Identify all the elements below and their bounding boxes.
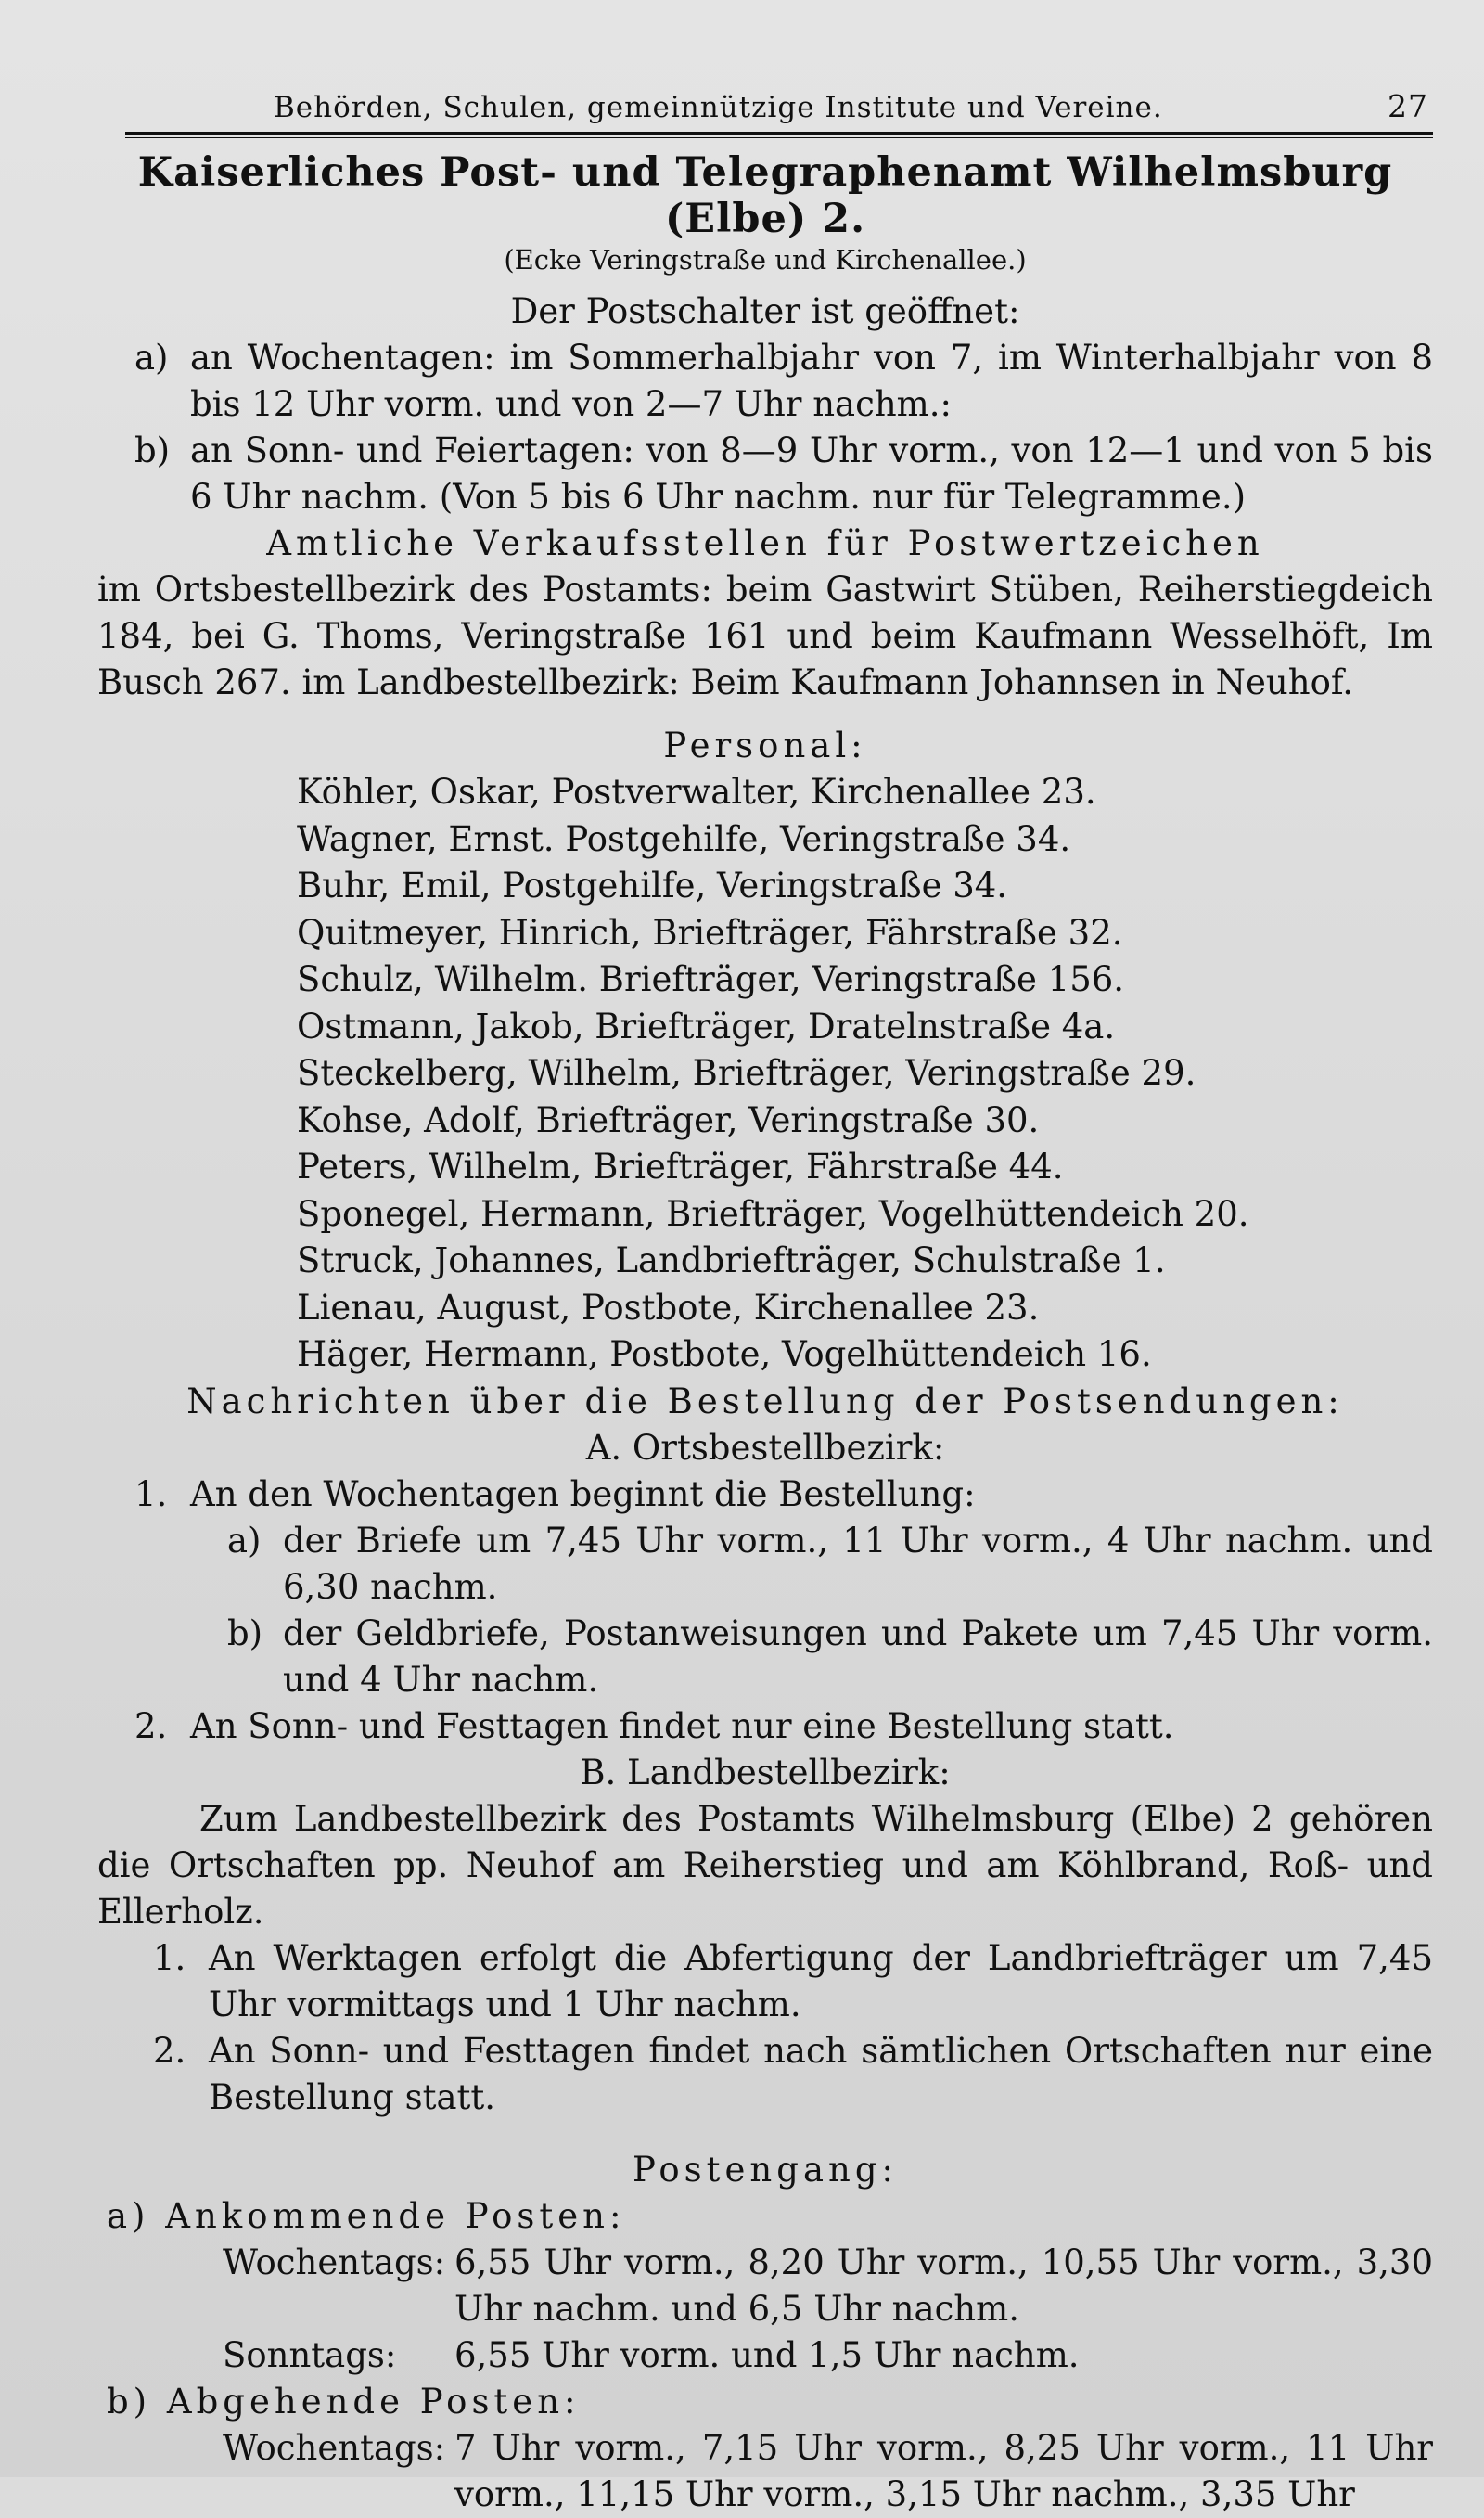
local-delivery-heading: A. Ortsbestellbezirk:	[585, 1427, 945, 1468]
rural-delivery-intro: Zum Landbestellbezirk des Postamts Wilhelmsburg (Elbe) 2 gehören die Ortschaften pp. Neuhof am Reiherstieg und am Köhlbrand, Roß- und Ellerholz.	[97, 1798, 1433, 1932]
staff-entry: Buhr, Emil, Postgehilfe, Veringstraße 34.	[297, 866, 1008, 906]
staff-entry: Struck, Johannes, Landbriefträger, Schulstraße 1.	[297, 1240, 1166, 1280]
incoming-weekdays	[223, 2240, 1433, 2332]
staff-heading: Personal:	[663, 726, 867, 765]
staff-entry: Sponegel, Hermann, Briefträger, Vogelhüttendeich 20.	[297, 1193, 1249, 1234]
local-delivery-item	[134, 1471, 1433, 1518]
list-marker: a)	[134, 338, 169, 378]
staff-entry: Schulz, Wilhelm. Briefträger, Veringstraße 156.	[297, 959, 1125, 999]
sales-text: im Ortsbestellbezirk des Postamts: beim Gastwirt Stüben, Reiherstiegdeich 184, bei G. Thoms, Veringstraße 161 und beim Kaufmann Wesselhöft, Im Busch 267. im Landbestellbezirk: Beim Kaufmann Johannsen in Neuhof.	[97, 570, 1433, 702]
schedule-day-label: Sonntags:	[223, 2334, 397, 2375]
schedule-day-label: Wochentags:	[223, 2427, 446, 2468]
page-number: 27	[1388, 88, 1428, 124]
rural-delivery-item	[153, 2028, 1433, 2121]
rural-delivery-item	[153, 1935, 1433, 2028]
staff-entry: Kohse, Adolf, Briefträger, Veringstraße 30.	[297, 1099, 1040, 1140]
office-title: Kaiserliches Post- und Telegraphenamt Wilhelmsburg (Elbe) 2.	[137, 149, 1393, 242]
list-text: An Sonn- und Festtagen findet nach sämtlichen Ortschaften nur eine Bestellung statt.	[209, 2030, 1433, 2117]
staff-entry: Quitmeyer, Hinrich, Briefträger, Fährstraße 32.	[297, 912, 1123, 953]
list-marker: 1.	[134, 1473, 168, 1514]
list-text: der Geldbriefe, Postanweisungen und Pakete um 7,45 Uhr vorm. und 4 Uhr nachm.	[283, 1612, 1433, 1700]
list-marker: b)	[227, 1612, 263, 1653]
local-delivery-subitem	[227, 1611, 1433, 1703]
local-delivery-subitem	[227, 1518, 1433, 1611]
staff-list	[297, 769, 1433, 1379]
running-title: Behörden, Schulen, gemeinnützige Institute und Vereine.	[274, 91, 1163, 124]
list-marker: 1.	[153, 1937, 186, 1978]
staff-entry: Köhler, Oskar, Postverwalter, Kirchenallee 23.	[297, 772, 1096, 812]
schedule-day-label: Wochentags:	[223, 2242, 446, 2282]
staff-entry: Wagner, Ernst. Postgehilfe, Veringstraße 34.	[297, 818, 1071, 859]
local-delivery-item	[134, 1703, 1433, 1750]
schedule-times: 6,55 Uhr vorm., 8,20 Uhr vorm., 10,55 Uhr vorm., 3,30 Uhr nachm. und 6,5 Uhr nachm.	[454, 2242, 1433, 2329]
rural-delivery-heading: B. Landbestellbezirk:	[580, 1752, 951, 1792]
incoming-mail-label: a) Ankommende Posten:	[107, 2195, 626, 2236]
list-marker: a)	[227, 1520, 262, 1561]
list-marker: 2.	[134, 1705, 168, 1746]
outgoing-mail-label: b) Abgehende Posten:	[107, 2381, 581, 2422]
list-marker: b)	[134, 430, 171, 470]
hours-intro: Der Postschalter ist geöffnet:	[510, 291, 1020, 331]
schedule-times: 7 Uhr vorm., 7,15 Uhr vorm., 8,25 Uhr vorm., 11 Uhr vorm., 11,15 Uhr vorm., 3,15 Uhr nachm., 3,35 Uhr	[454, 2427, 1433, 2514]
outgoing-weekdays	[223, 2425, 1433, 2518]
list-text: an Wochentagen: im Sommerhalbjahr von 7, im Winterhalbjahr von 8 bis 12 Uhr vorm. und von 2—7 Uhr nachm.:	[190, 338, 1433, 424]
staff-entry: Peters, Wilhelm, Briefträger, Fährstraße 44.	[297, 1147, 1064, 1187]
incoming-sundays	[223, 2332, 1433, 2379]
hours-item	[134, 428, 1433, 520]
staff-entry: Steckelberg, Wilhelm, Briefträger, Veringstraße 29.	[297, 1053, 1196, 1093]
delivery-heading: Nachrichten über die Bestellung der Postsendungen:	[186, 1381, 1344, 1421]
list-text: an Sonn- und Feiertagen: von 8—9 Uhr vorm., von 12—1 und von 5 bis 6 Uhr nachm. (Von 5 bis 6 Uhr nachm. nur für Telegramme.)	[190, 430, 1433, 517]
schedule-heading: Postengang:	[633, 2149, 898, 2190]
staff-entry: Lienau, August, Postbote, Kirchenallee 23.	[297, 1287, 1040, 1328]
list-text: An Werktagen erfolgt die Abfertigung der Landbriefträger um 7,45 Uhr vormittags und 1 Uhr nachm.	[209, 1937, 1433, 2024]
schedule-times: 6,55 Uhr vorm. und 1,5 Uhr nachm.	[454, 2334, 1080, 2375]
list-text: der Briefe um 7,45 Uhr vorm., 11 Uhr vorm., 4 Uhr nachm. und 6,30 nachm.	[283, 1520, 1433, 1607]
list-text: An den Wochentagen beginnt die Bestellung:	[190, 1473, 976, 1514]
running-header	[97, 88, 1433, 132]
sales-heading: Amtliche Verkaufsstellen für Postwertzeichen	[266, 523, 1264, 563]
staff-entry: Häger, Hermann, Postbote, Vogelhüttendeich 16.	[297, 1334, 1152, 1374]
list-marker: 2.	[153, 2030, 186, 2071]
staff-entry: Ostmann, Jakob, Briefträger, Dratelnstraße 4a.	[297, 1006, 1116, 1047]
hours-item	[134, 335, 1433, 428]
office-address: (Ecke Veringstraße und Kirchenallee.)	[504, 244, 1027, 276]
list-text: An Sonn- und Festtagen findet nur eine Bestellung statt.	[190, 1705, 1174, 1746]
header-rule	[125, 132, 1433, 138]
